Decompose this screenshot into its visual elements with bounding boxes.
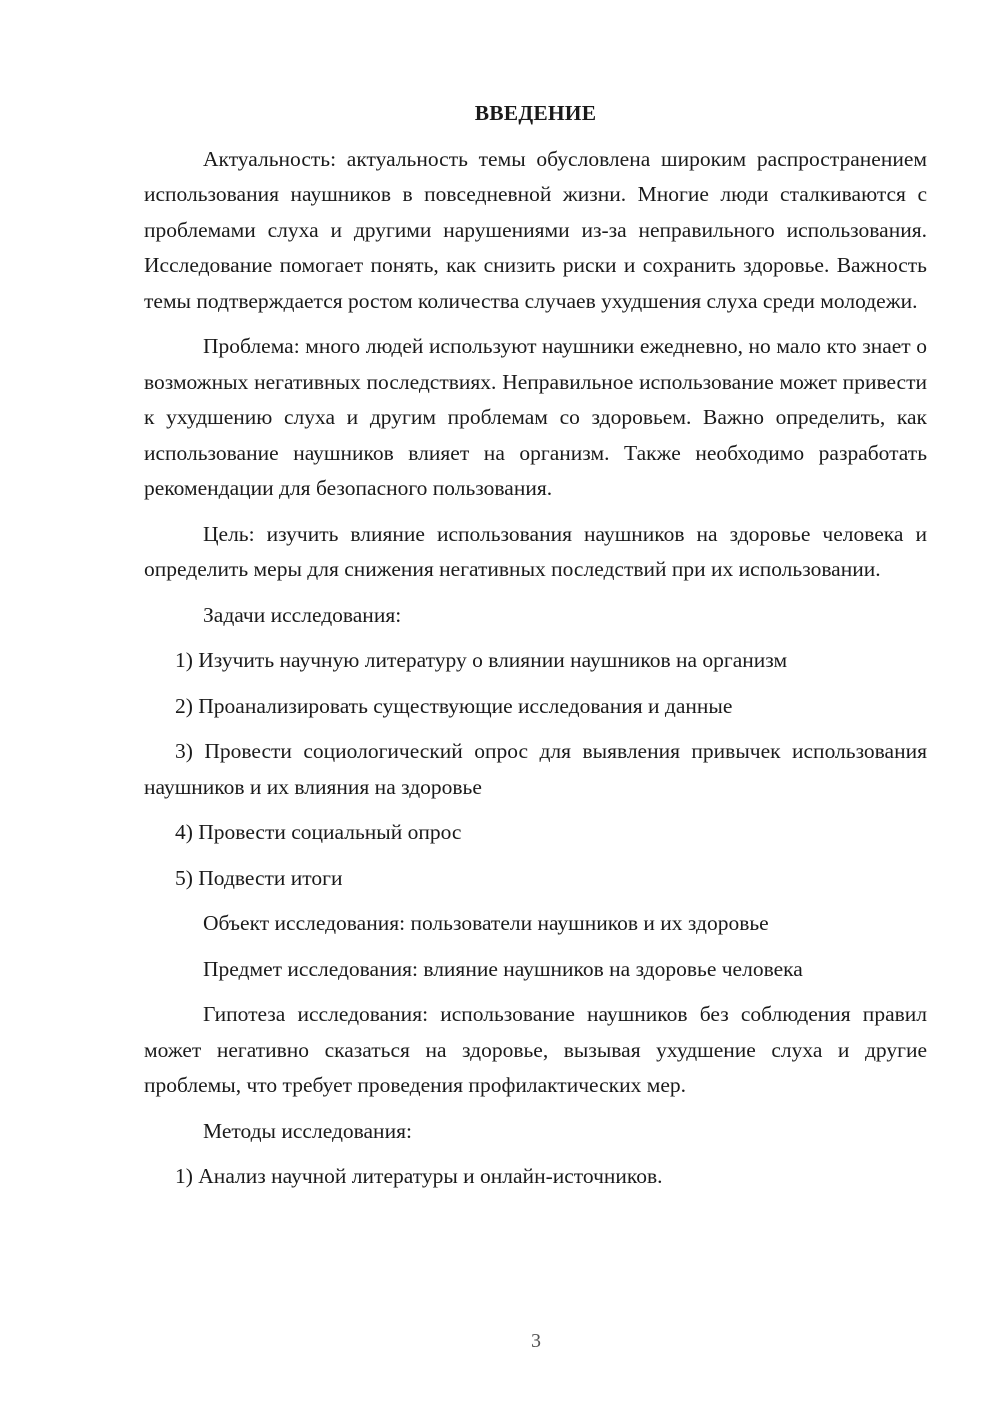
method-item-1: 1) Анализ научной литературы и онлайн-источников. (175, 1164, 663, 1188)
tasks-heading: Задачи исследования: (203, 602, 402, 627)
paragraph-goal: Цель: изучить влияние использования наушников на здоровье человека и определить меры для снижения негативных последствий при их использовании. (144, 521, 927, 581)
document-body (144, 96, 927, 1205)
paragraph-relevance: Актуальность: актуальность темы обусловлена широким распространением использования наушников в повседневной жизни. Многие люди сталкиваются с проблемами слуха и другими нарушениями из-за неправильного использования. Исследование помогает понять, как снизить риски и сохранить здоровье. Важность темы подтверждается ростом количества случаев ухудшения слуха среди молодежи. (144, 146, 927, 313)
section-title: ВВЕДЕНИЕ (474, 101, 597, 125)
task-item-4: 4) Провести социальный опрос (175, 820, 462, 844)
paragraph-problem: Проблема: много людей используют наушники ежедневно, но мало кто знает о возможных негативных последствиях. Неправильное использование может привести к ухудшению слуха и другим проблемам со здоровьем. Важно определить, как использование наушников влияет на организм. Также необходимо разработать рекомендации для безопасного пользования. (144, 334, 927, 500)
page-number: 3 (531, 1330, 541, 1352)
task-item-5: 5) Подвести итоги (175, 865, 343, 890)
methods-heading: Методы исследования: (203, 1118, 412, 1143)
research-hypothesis: Гипотеза исследования: использование наушников без соблюдения правил может негативно сказаться на здоровье, вызывая ухудшение слуха и другие проблемы, что требует проведения профилактических мер. (144, 1002, 927, 1097)
task-item-1: 1) Изучить научную литературу о влиянии наушников на организм (175, 648, 788, 672)
research-object: Объект исследования: пользователи наушников и их здоровье (203, 911, 769, 935)
research-subject: Предмет исследования: влияние наушников на здоровье человека (203, 956, 803, 981)
task-item-3: 3) Провести социологический опрос для выявления привычек использования наушников и их влияния на здоровье (144, 739, 927, 799)
task-item-2: 2) Проанализировать существующие исследования и данные (175, 693, 733, 718)
